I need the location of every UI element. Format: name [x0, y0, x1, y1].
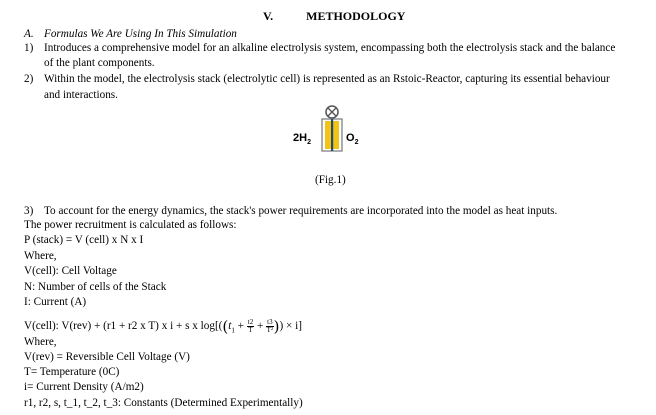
definition-line: T= Temperature (0C): [24, 366, 120, 378]
body-line: Where,: [24, 336, 57, 348]
cell-voltage-formula: [24, 319, 302, 337]
subsection-heading: [24, 27, 237, 41]
formula-plus: +: [254, 320, 267, 333]
open-paren: (: [222, 317, 229, 336]
anode-electrode: [325, 121, 331, 149]
body-line: Where,: [24, 250, 57, 262]
subsection-title: Formulas We Are Using In This Simulation: [44, 28, 237, 40]
subsection-letter: A.: [24, 28, 34, 40]
membrane: [331, 119, 333, 151]
list-item-text: and interactions.: [44, 89, 118, 101]
fraction-t2-over-T: $\frac{t2}{T}$: [247, 318, 254, 334]
definition-line: V(rev) = Reversible Cell Voltage (V): [24, 351, 190, 363]
list-item-number: 2): [24, 73, 34, 85]
list-item-number: 3): [24, 205, 34, 217]
section-title: METHODOLOGY: [306, 9, 406, 23]
hydrogen-label: $2H_2$: [293, 132, 311, 146]
body-line: The power recruitment is calculated as follows:: [24, 219, 237, 231]
formula-prefix: V(cell): V(rev) + (r1 + r2 x T) x i + s x log[(: [24, 320, 223, 333]
definition-line: i= Current Density (A/m2): [24, 381, 144, 393]
oxygen-label: $O_2$: [346, 132, 359, 146]
electrolysis-cell-icon: [292, 104, 372, 154]
cathode-electrode: [333, 121, 339, 149]
definition-line: r1, r2, s, t_1, t_2, t_3: Constants (Determined Experimentally): [24, 397, 303, 409]
section-number: V.: [263, 9, 274, 23]
list-item-number: 1): [24, 42, 34, 54]
formula-plus: +: [234, 320, 247, 333]
close-paren: ): [273, 317, 280, 336]
list-item-text: of the plant components.: [44, 57, 155, 69]
definition-line: I: Current (A): [24, 296, 87, 308]
list-item-text: Within the model, the electrolysis stack (electrolytic cell) is represented as an Rstoic-Reactor, capturing its essential behaviour: [44, 73, 610, 85]
formula-suffix: ) × i]: [279, 320, 302, 333]
electrolysis-cell-figure: [292, 104, 372, 158]
definition-line: V(cell): Cell Voltage: [24, 265, 117, 277]
figure-caption: (Fig.1): [315, 174, 346, 186]
power-equation: P (stack) = V (cell) x N x I: [24, 234, 144, 246]
section-heading: [263, 9, 405, 23]
list-item-text: To account for the energy dynamics, the stack's power requirements are incorporated into the model as heat inputs.: [44, 205, 558, 217]
list-item-text: Introduces a comprehensive model for an alkaline electrolysis system, encompassing both the electrolysis stack and the balance: [44, 42, 616, 54]
formula-t1-sub: 1: [231, 326, 235, 335]
fraction-t3-over-T2: $\frac{t3}{\text{T²}}$: [266, 318, 274, 334]
formula-t1: t: [228, 320, 232, 333]
definition-line: N: Number of cells of the Stack: [24, 281, 167, 293]
